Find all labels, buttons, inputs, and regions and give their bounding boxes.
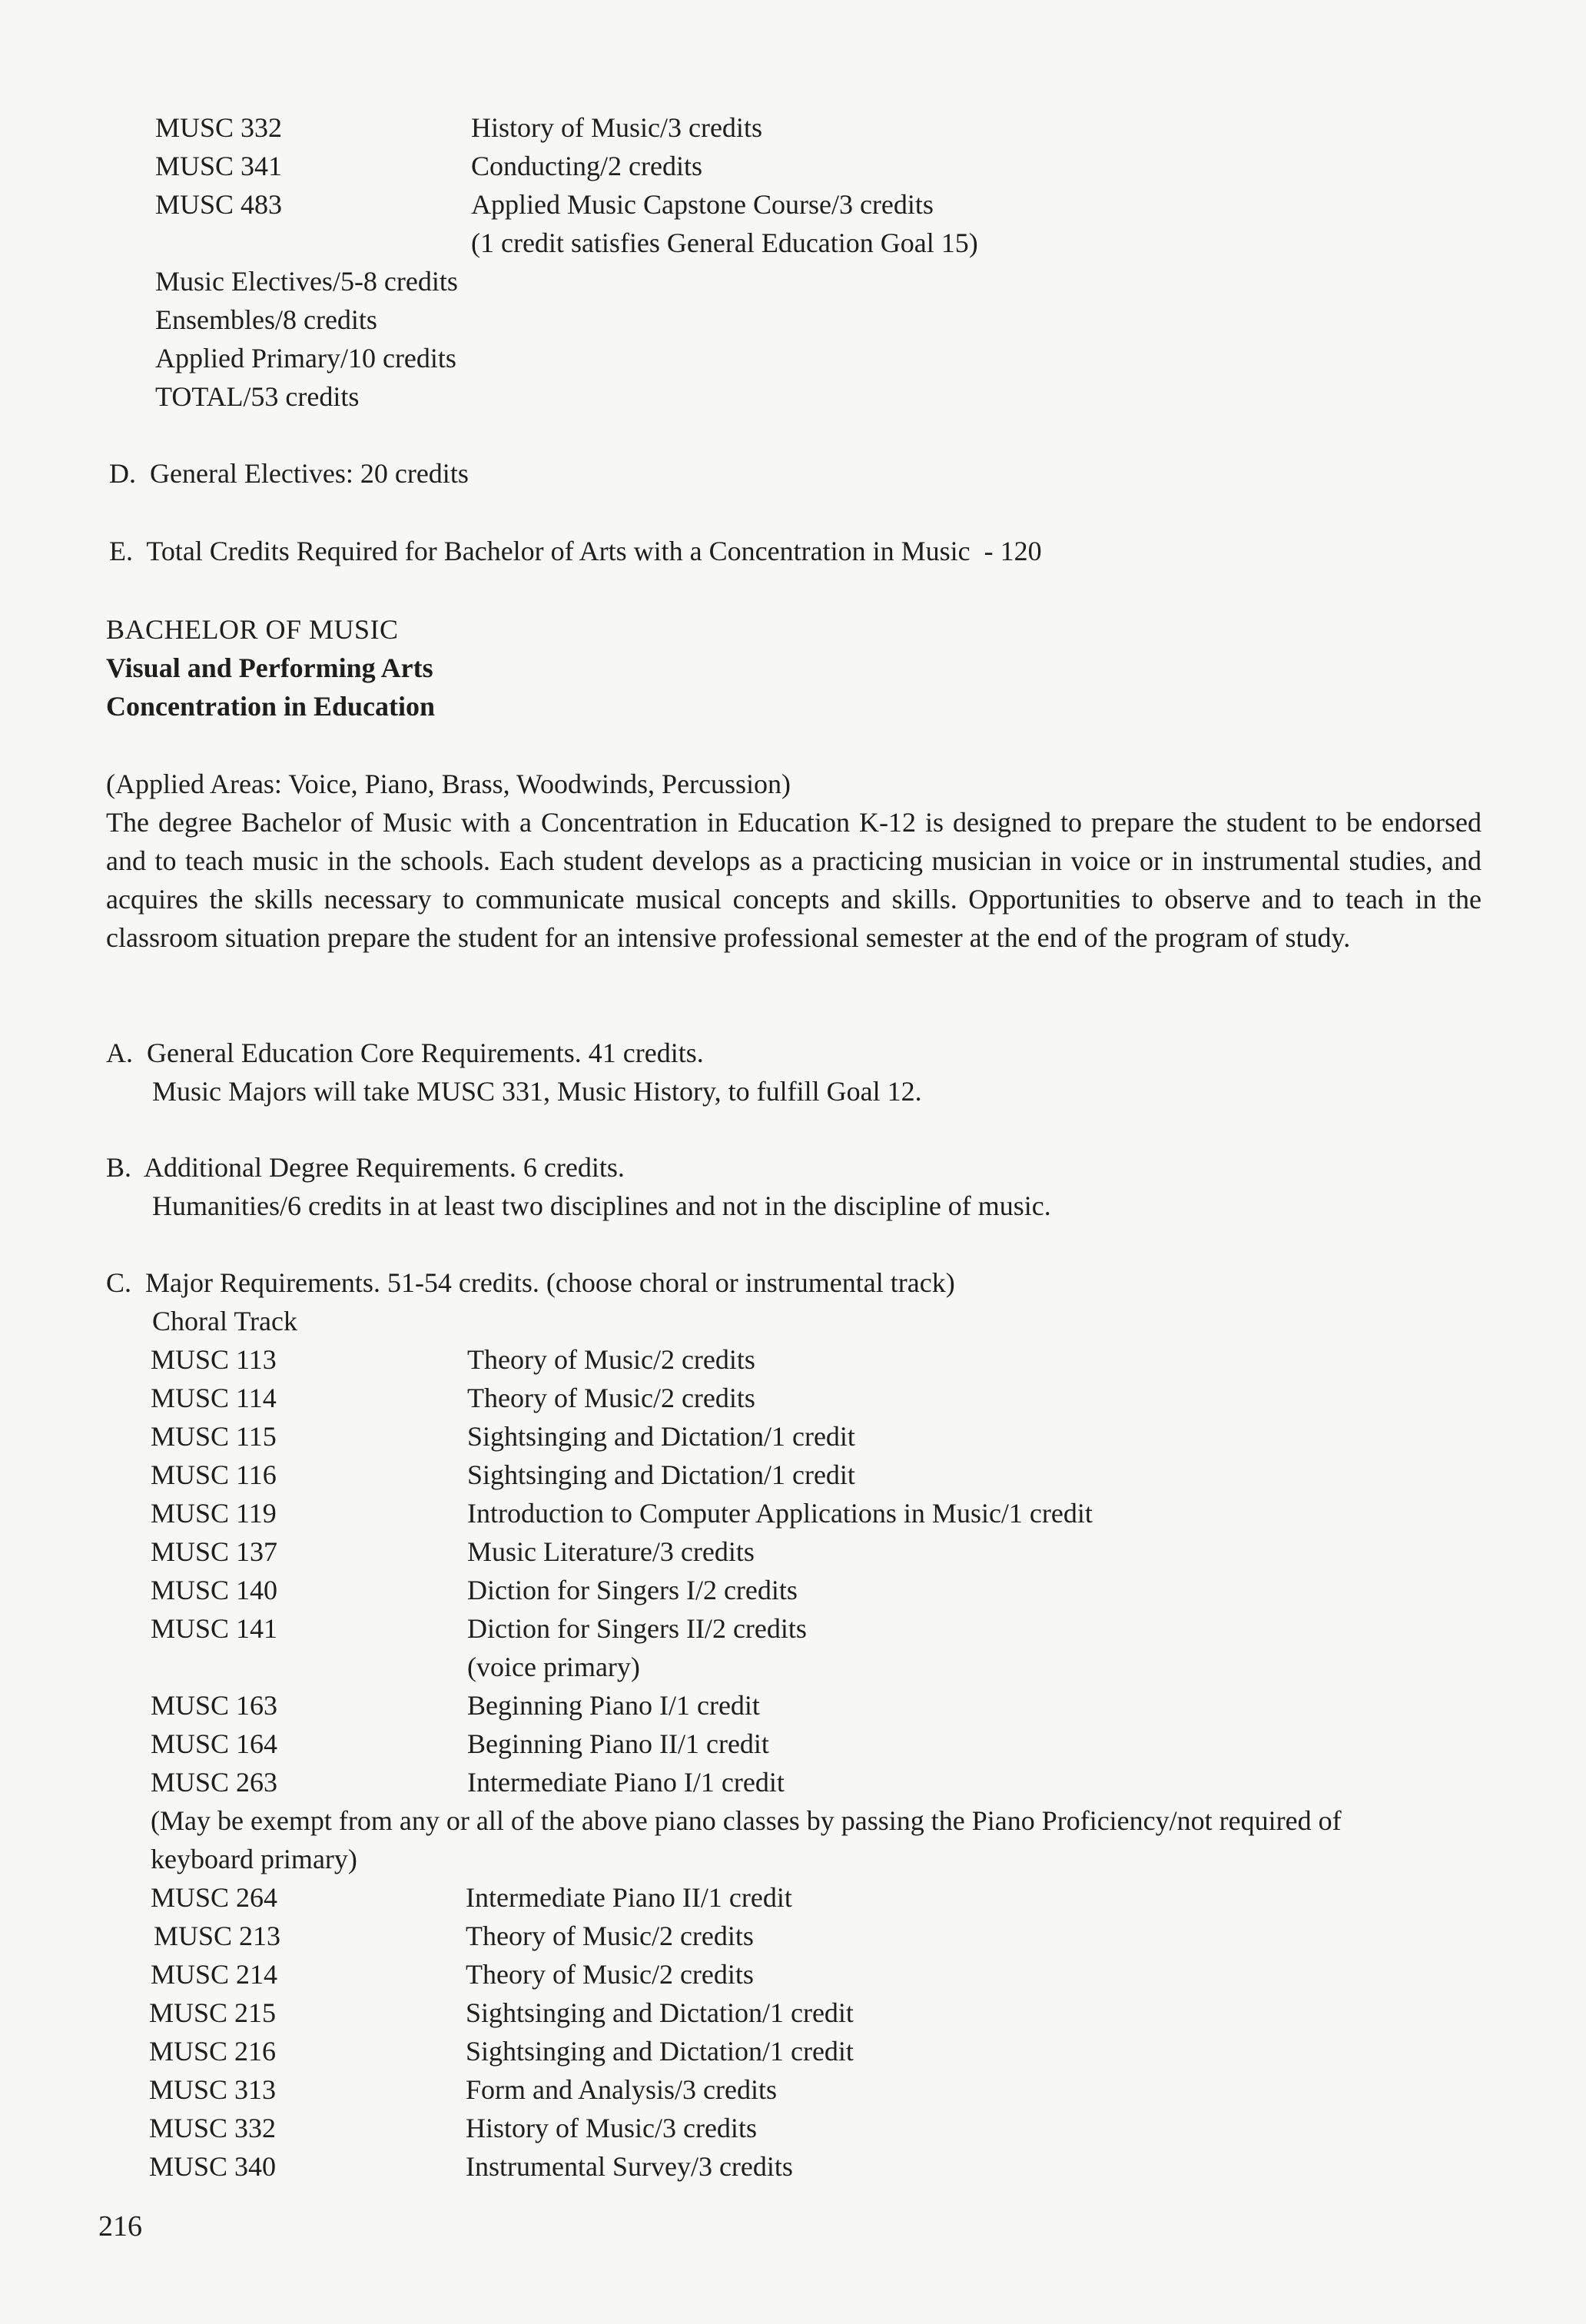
degree-subtitle: Visual and Performing Arts (106, 652, 433, 683)
course-description: Instrumental Survey/3 credits (466, 2151, 793, 2182)
course-description: Intermediate Piano II/1 credit (466, 1882, 792, 1913)
summary-line: Ensembles/8 credits (155, 304, 377, 335)
course-description: Diction for Singers I/2 credits (467, 1575, 798, 1605)
course-code: MUSC 113 (151, 1344, 277, 1375)
section-c-title: C. Major Requirements. 51-54 credits. (choose choral or instrumental track) (106, 1267, 955, 1298)
course-note: (1 credit satisfies General Education Goal 15) (471, 227, 978, 258)
piano-exempt-note-cont: keyboard primary) (151, 1844, 357, 1874)
course-description: Introduction to Computer Applications in Music/1 credit (467, 1498, 1093, 1529)
course-description: Applied Music Capstone Course/3 credits (471, 189, 934, 220)
course-code: MUSC 140 (151, 1575, 278, 1605)
course-code: MUSC 263 (151, 1767, 278, 1798)
course-code: MUSC 119 (151, 1498, 277, 1529)
course-code: MUSC 340 (149, 2151, 277, 2182)
summary-line: TOTAL/53 credits (155, 381, 360, 412)
course-code: MUSC 137 (151, 1536, 278, 1567)
course-description: Form and Analysis/3 credits (466, 2074, 777, 2105)
course-description: History of Music/3 credits (466, 2113, 757, 2143)
course-code: MUSC 313 (149, 2074, 277, 2105)
section-e: E. Total Credits Required for Bachelor of Arts with a Concentration in Music - 120 (109, 536, 1042, 566)
course-description: Theory of Music/2 credits (467, 1383, 755, 1413)
course-description: Diction for Singers II/2 credits (467, 1613, 807, 1644)
course-code: MUSC 163 (151, 1690, 278, 1721)
degree-concentration: Concentration in Education (106, 691, 436, 722)
course-code: MUSC 216 (149, 2036, 277, 2067)
applied-areas: (Applied Areas: Voice, Piano, Brass, Woodwinds, Percussion) (106, 769, 791, 799)
section-b-title: B. Additional Degree Requirements. 6 credits. (106, 1152, 625, 1183)
course-code: MUSC 332 (149, 2113, 277, 2143)
course-description: Beginning Piano II/1 credit (467, 1728, 769, 1759)
course-code: MUSC 213 (154, 1921, 281, 1951)
course-code: MUSC 341 (155, 151, 283, 181)
course-code: MUSC 141 (151, 1613, 278, 1644)
course-code: MUSC 214 (151, 1959, 278, 1990)
course-code: MUSC 332 (155, 112, 283, 143)
course-description: Conducting/2 credits (471, 151, 702, 181)
course-description: Theory of Music/2 credits (466, 1959, 754, 1990)
course-description: History of Music/3 credits (471, 112, 762, 143)
course-code: MUSC 215 (149, 1997, 277, 2028)
piano-exempt-note: (May be exempt from any or all of the above piano classes by passing the Piano Proficiency/not required of (151, 1805, 1342, 1836)
intro-paragraph: The degree Bachelor of Music with a Concentration in Education K-12 is designed to prepare the student to be endorsed and to teach music in the schools. Each student develops as a practicing musician in voice or in instrumental studies, and acquires the skills necessary to communicate musical concepts and skills. Opportunities to observe and to teach in the classroom situation prepare the student for an intensive professional semester at the end of the program of study. (106, 807, 1481, 953)
course-note: (voice primary) (467, 1652, 640, 1682)
course-code: MUSC 114 (151, 1383, 277, 1413)
section-b-detail: Humanities/6 credits in at least two disciplines and not in the discipline of music. (152, 1190, 1051, 1221)
summary-line: Music Electives/5-8 credits (155, 266, 458, 297)
course-description: Intermediate Piano I/1 credit (467, 1767, 785, 1798)
course-description: Theory of Music/2 credits (467, 1344, 755, 1375)
summary-line: Applied Primary/10 credits (155, 343, 456, 374)
course-code: MUSC 115 (151, 1421, 277, 1452)
section-a-detail: Music Majors will take MUSC 331, Music History, to fulfill Goal 12. (152, 1076, 922, 1107)
course-code: MUSC 264 (151, 1882, 278, 1913)
course-description: Sightsinging and Dictation/1 credit (466, 1997, 854, 2028)
track-label: Choral Track (152, 1306, 297, 1336)
course-description: Sightsinging and Dictation/1 credit (467, 1421, 855, 1452)
section-a-title: A. General Education Core Requirements. 41 credits. (106, 1038, 704, 1068)
page-number: 216 (98, 2210, 142, 2243)
course-description: Beginning Piano I/1 credit (467, 1690, 760, 1721)
course-code: MUSC 164 (151, 1728, 278, 1759)
degree-title: BACHELOR OF MUSIC (106, 614, 399, 645)
course-description: Music Literature/3 credits (467, 1536, 755, 1567)
course-code: MUSC 116 (151, 1459, 277, 1490)
course-description: Sightsinging and Dictation/1 credit (466, 2036, 854, 2067)
course-description: Sightsinging and Dictation/1 credit (467, 1459, 855, 1490)
section-d: D. General Electives: 20 credits (109, 458, 469, 489)
course-code: MUSC 483 (155, 189, 283, 220)
course-description: Theory of Music/2 credits (466, 1921, 754, 1951)
